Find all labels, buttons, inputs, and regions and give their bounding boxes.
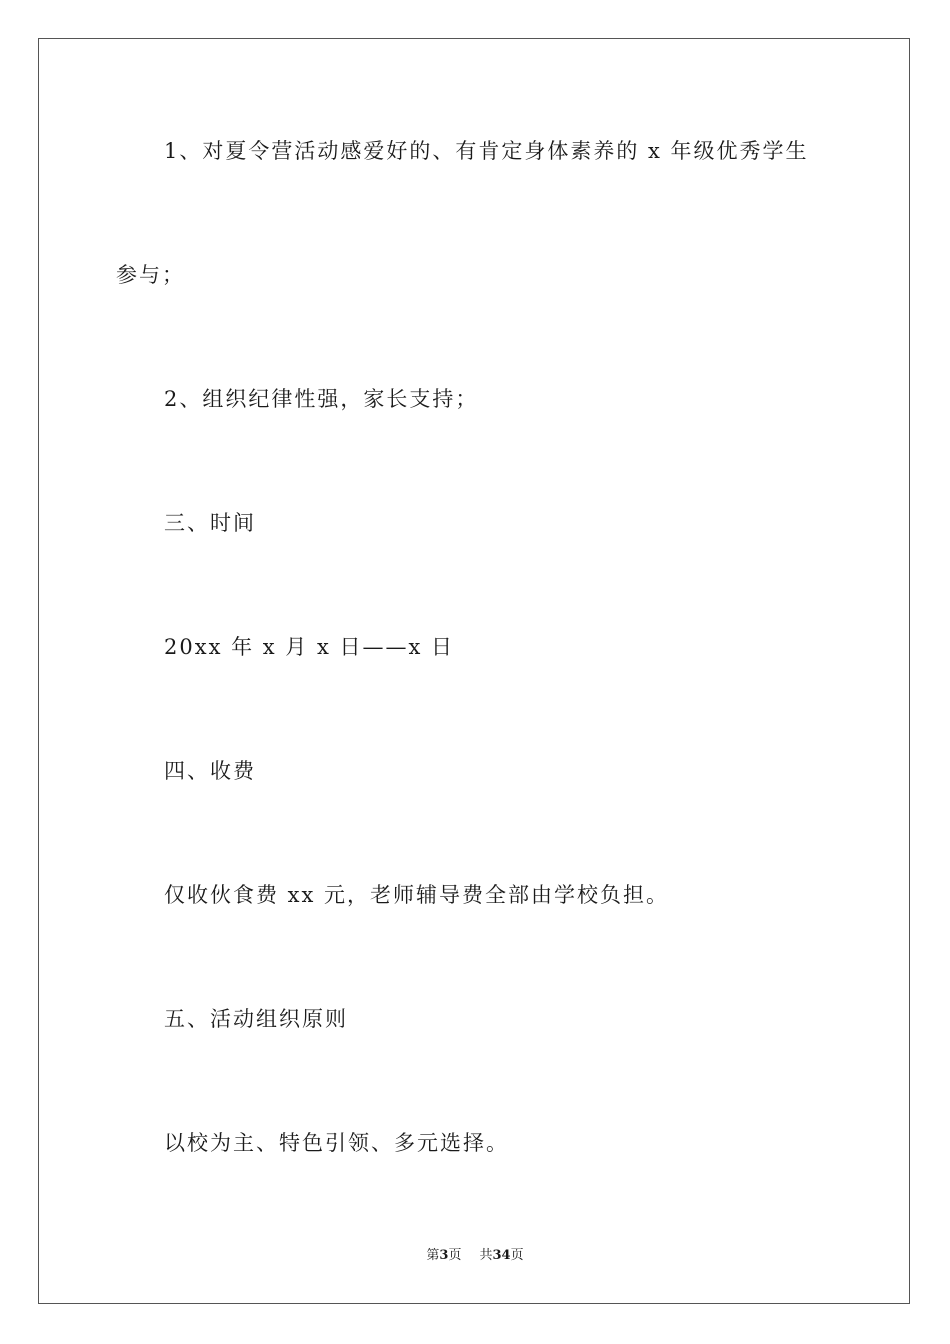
footer-total-suffix: 页 (510, 1248, 524, 1263)
footer-page-suffix: 页 (448, 1248, 462, 1263)
paragraph-eligibility-1-cont: 参与； (116, 263, 185, 287)
page-footer (0, 1246, 950, 1266)
footer-page-prefix: 第 (426, 1248, 440, 1263)
heading-principles: 五、活动组织原则 (164, 1007, 348, 1031)
heading-fees: 四、收费 (164, 759, 256, 783)
heading-time: 三、时间 (164, 511, 256, 535)
paragraph-principles: 以校为主、特色引领、多元选择。 (164, 1131, 509, 1155)
footer-page-total: 34 (492, 1248, 511, 1263)
footer-total-prefix: 共 (479, 1248, 493, 1263)
paragraph-eligibility-1: 1、对夏令营活动感爱好的、有肯定身体素养的 x 年级优秀学生 (164, 139, 809, 163)
paragraph-date-range: 20xx 年 x 月 x 日——x 日 (164, 635, 454, 659)
page-frame (38, 38, 910, 1304)
paragraph-fees: 仅收伙食费 xx 元，老师辅导费全部由学校负担。 (164, 883, 670, 907)
paragraph-eligibility-2: 2、组织纪律性强，家长支持； (164, 387, 479, 411)
footer-page-current: 3 (439, 1248, 449, 1263)
